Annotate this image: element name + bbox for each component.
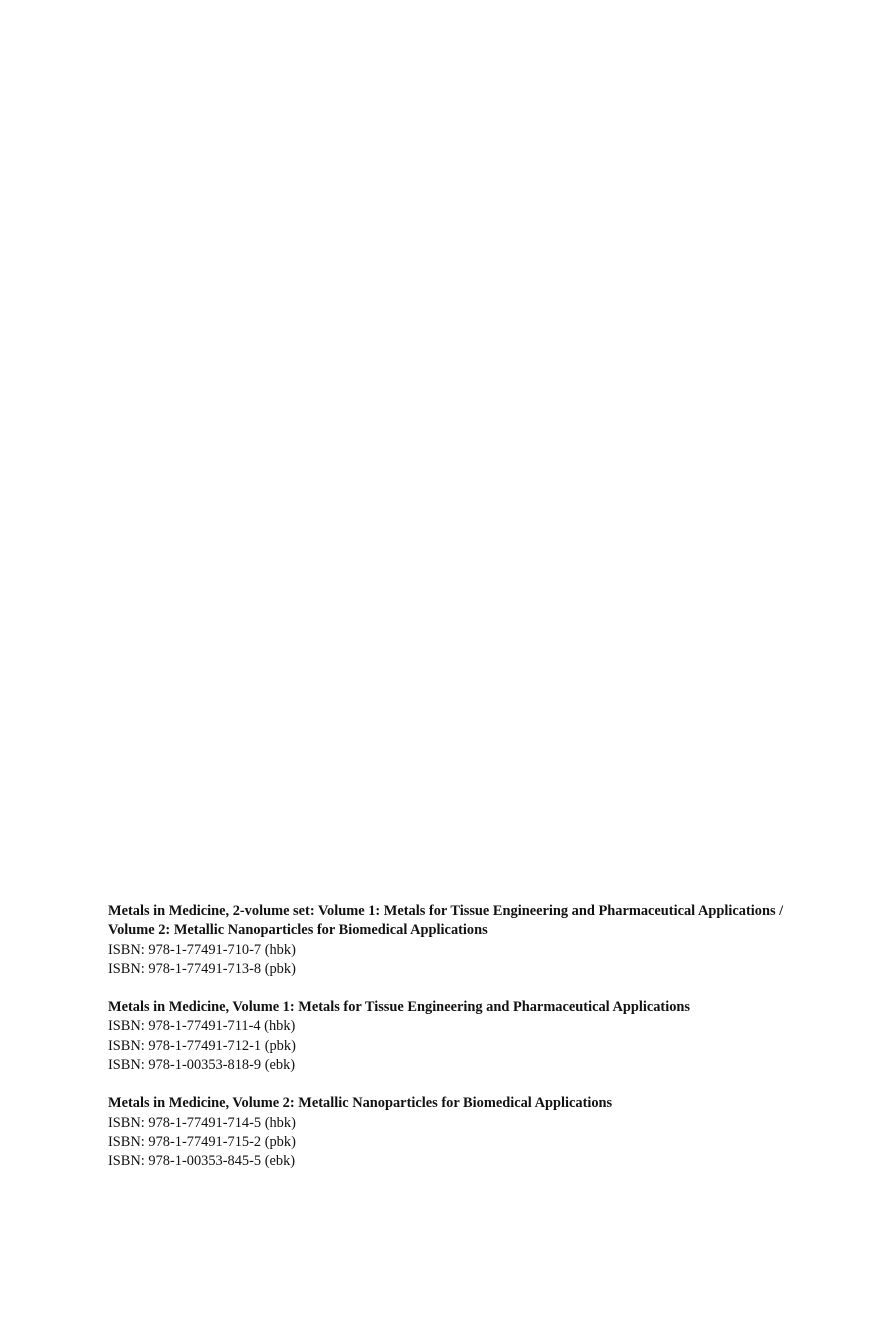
volume-1-entry	[108, 998, 808, 1075]
volume-1-title: Metals in Medicine, Volume 1: Metals for Tissue Engineering and Pharmaceutical Applications	[108, 999, 691, 1016]
volume-2-isbn-pbk: ISBN: 978-1-77491-715-2 (pbk)	[108, 1133, 296, 1150]
set-title: Metals in Medicine, 2-volume set: Volume 1: Metals for Tissue Engineering and Pharmaceutical Applications / Volume 2: Metallic Nanoparticles for Biomedical Applications	[108, 903, 784, 939]
volume-1-isbn-pbk: ISBN: 978-1-77491-712-1 (pbk)	[108, 1037, 296, 1054]
volume-2-isbn-ebk: ISBN: 978-1-00353-845-5 (ebk)	[108, 1153, 296, 1170]
isbn-block	[108, 902, 808, 1191]
volume-2-title: Metals in Medicine, Volume 2: Metallic Nanoparticles for Biomedical Applications	[108, 1095, 613, 1112]
volume-2-isbn-hbk: ISBN: 978-1-77491-714-5 (hbk)	[108, 1114, 296, 1131]
set-isbn-hbk: ISBN: 978-1-77491-710-7 (hbk)	[108, 941, 296, 958]
set-entry	[108, 902, 808, 979]
volume-1-isbn-hbk: ISBN: 978-1-77491-711-4 (hbk)	[108, 1018, 296, 1035]
volume-2-entry	[108, 1094, 808, 1171]
volume-1-isbn-ebk: ISBN: 978-1-00353-818-9 (ebk)	[108, 1057, 296, 1074]
set-isbn-pbk: ISBN: 978-1-77491-713-8 (pbk)	[108, 960, 296, 977]
